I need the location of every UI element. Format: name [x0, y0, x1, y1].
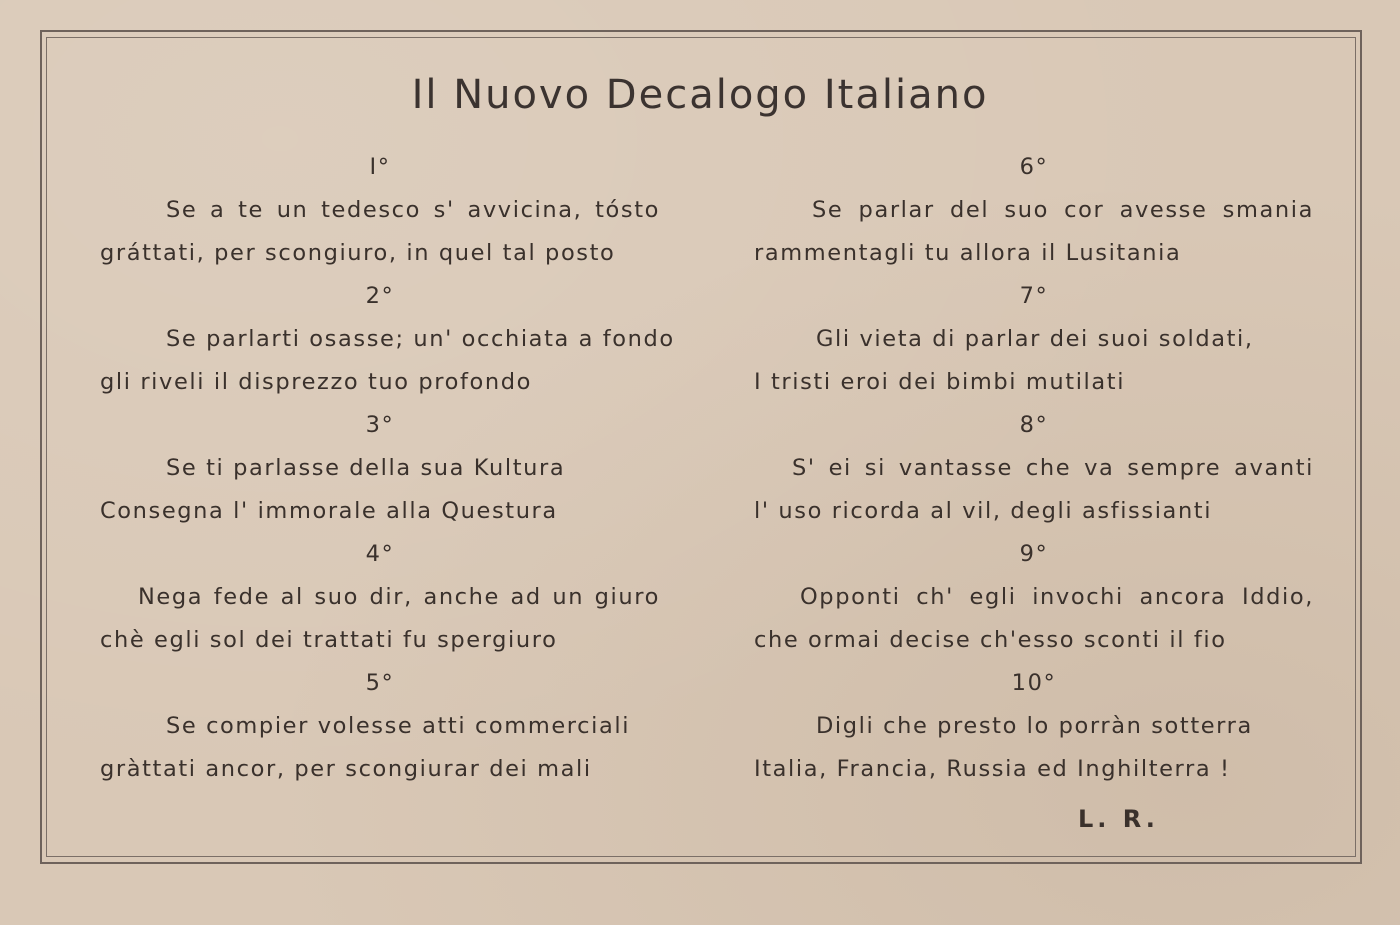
left-column	[100, 146, 675, 791]
verse-line: gráttati, per scongiuro, in quel tal posto	[100, 240, 616, 266]
verse-line: gràttati ancor, per scongiurar dei mali	[100, 756, 592, 782]
verse-line: I tristi eroi dei bimbi mutilati	[754, 369, 1126, 395]
verse-line: l' uso ricorda al vil, degli asfissianti	[754, 498, 1213, 524]
verse-line: Italia, Francia, Russia ed Inghilterra !	[754, 756, 1231, 782]
verse-line: Se parlarti osasse; un' occhiata a fondo	[166, 326, 675, 352]
document-title: Il Nuovo Decalogo Italiano	[411, 72, 989, 118]
verse-line: Gli vieta di parlar dei suoi soldati,	[816, 326, 1254, 352]
verse-line: Se compier volesse atti commerciali	[166, 713, 631, 739]
commandment-number: 6°	[1019, 154, 1049, 180]
verse-line: Opponti ch' egli invochi ancora Iddio,	[800, 584, 1314, 610]
verse-line: Nega fede al suo dir, anche ad un giuro	[138, 584, 660, 610]
verse-line: Consegna l' immorale alla Questura	[100, 498, 558, 524]
verse-line: Se parlar del suo cor avesse smania	[812, 197, 1314, 223]
commandment-number: 10°	[1011, 670, 1057, 696]
verse-line: Se a te un tedesco s' avvicina, tósto	[166, 197, 660, 223]
author-signature: L. R.	[1078, 805, 1159, 833]
commandment-number: 9°	[1019, 541, 1049, 567]
verse-line: che ormai decise ch'esso sconti il fio	[754, 627, 1227, 653]
verse-line: gli riveli il disprezzo tuo profondo	[100, 369, 532, 395]
verse-line: chè egli sol dei trattati fu spergiuro	[100, 627, 558, 653]
verse-line: Digli che presto lo porràn sotterra	[816, 713, 1253, 739]
commandment-number: I°	[369, 154, 391, 180]
commandment-number: 8°	[1019, 412, 1049, 438]
commandment-number: 7°	[1019, 283, 1049, 309]
right-column	[754, 146, 1314, 791]
commandment-number: 3°	[365, 412, 395, 438]
commandment-number: 2°	[365, 283, 395, 309]
verse-line: rammentagli tu allora il Lusitania	[754, 240, 1182, 266]
verse-line: S' ei si vantasse che va sempre avanti	[792, 455, 1314, 481]
commandment-number: 5°	[365, 670, 395, 696]
commandment-number: 4°	[365, 541, 395, 567]
verse-line: Se ti parlasse della sua Kultura	[166, 455, 566, 481]
